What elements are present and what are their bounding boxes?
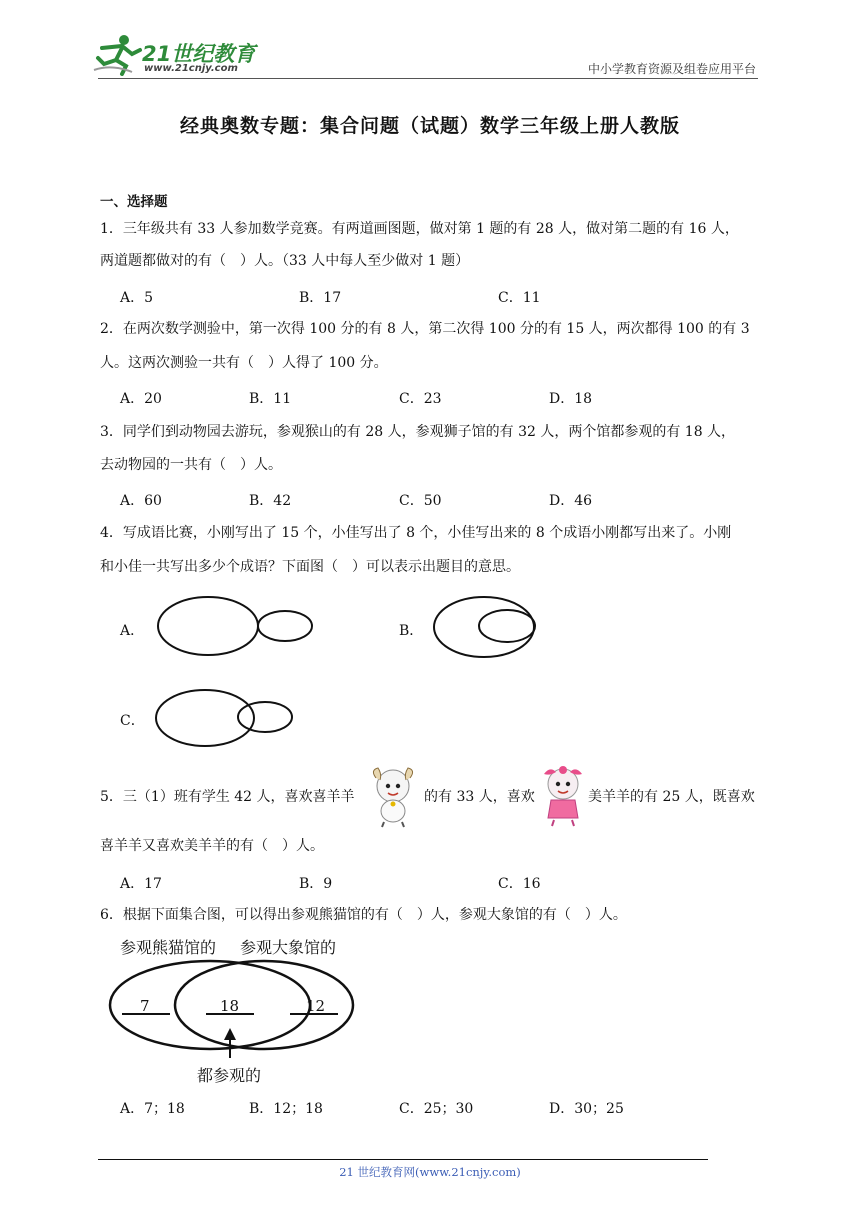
- option-d[interactable]: D．18: [549, 391, 593, 407]
- option-c[interactable]: C．25；30: [399, 1101, 474, 1117]
- option-b[interactable]: B．9: [299, 876, 333, 892]
- question-text: 两道题都做对的有（ ）人。（33 人中每人至少做对 1 题）: [100, 253, 470, 269]
- option-d[interactable]: D．46: [549, 493, 593, 509]
- venn-bottom-label: 都参观的: [197, 1066, 262, 1085]
- option-b[interactable]: B．42: [249, 493, 292, 509]
- option-c[interactable]: C．: [120, 713, 145, 729]
- section-heading: 一、选择题: [100, 194, 168, 210]
- venn-option-b-diagram: [428, 592, 548, 662]
- runner-logo-icon: [92, 34, 144, 76]
- meiyangyang-icon: [536, 764, 590, 828]
- question-text: 2．在两次数学测验中，第一次得 100 分的有 8 人，第二次得 100 分的有 15 人，两次都得 100 的有 3: [100, 321, 750, 337]
- option-b[interactable]: B．12；18: [249, 1101, 323, 1117]
- question-text: 和小佳一共写出多少个成语？下面图（ ）可以表示出题目的意思。: [100, 559, 520, 575]
- logo: [92, 34, 262, 78]
- option-a[interactable]: A．: [120, 623, 145, 639]
- venn-option-c-diagram: [150, 684, 300, 754]
- logo-url-text: www.21cnjy.com: [144, 63, 238, 74]
- question-text: 6．根据下面集合图，可以得出参观熊猫馆的有（ ）人，参观大象馆的有（ ）人。: [100, 907, 627, 923]
- option-b[interactable]: B．: [399, 623, 424, 639]
- footer-text[interactable]: 21 世纪教育网(www.21cnjy.com): [339, 1165, 521, 1179]
- header-divider: [98, 78, 758, 79]
- venn-label-left: 参观熊猫馆的: [120, 938, 217, 957]
- question-text: 1．三年级共有 33 人参加数学竞赛。有两道画图题，做对第 1 题的有 28 人，做对第二题的有 16 人，: [100, 221, 739, 237]
- option-a[interactable]: A．17: [120, 876, 162, 892]
- venn-label-right: 参观大象馆的: [240, 938, 337, 957]
- option-c[interactable]: C．50: [399, 493, 442, 509]
- option-a[interactable]: A．60: [120, 493, 162, 509]
- option-a[interactable]: A．5: [120, 290, 154, 306]
- venn-left-value: 7: [140, 997, 150, 1015]
- question-text: 的有 33 人，喜欢: [424, 789, 535, 805]
- page-title: 经典奥数专题：集合问题（试题）数学三年级上册人教版: [179, 115, 680, 137]
- venn-option-a-diagram: [150, 592, 320, 662]
- venn-middle-value: 18: [220, 997, 240, 1015]
- option-b[interactable]: B．17: [299, 290, 342, 306]
- option-c[interactable]: C．23: [399, 391, 442, 407]
- option-c[interactable]: C．11: [498, 290, 541, 306]
- xiyangyang-icon: [366, 766, 420, 828]
- venn-right-value: 12: [306, 997, 326, 1015]
- option-b[interactable]: B．11: [249, 391, 292, 407]
- logo-main-text: 21世纪教育: [142, 42, 256, 66]
- question-text: 5．三（1）班有学生 42 人，喜欢喜羊羊: [100, 789, 355, 805]
- question-text: 3．同学们到动物园去游玩，参观猴山的有 28 人，参观狮子馆的有 32 人，两个馆都参观的有 18 人，: [100, 424, 736, 440]
- question-text: 美羊羊的有 25 人，既喜欢: [588, 789, 755, 805]
- question-text: 喜羊羊又喜欢美羊羊的有（ ）人。: [100, 838, 324, 854]
- option-a[interactable]: A．7；18: [120, 1101, 185, 1117]
- question-text: 去动物园的一共有（ ）人。: [100, 457, 282, 473]
- option-c[interactable]: C．16: [498, 876, 541, 892]
- option-a[interactable]: A．20: [120, 391, 162, 407]
- question-text: 4．写成语比赛，小刚写出了 15 个，小佳写出了 8 个，小佳写出来的 8 个成语小刚都写出来了。小刚: [100, 525, 732, 541]
- option-d[interactable]: D．30；25: [549, 1101, 624, 1117]
- footer-divider: [98, 1159, 708, 1160]
- question-text: 人。这两次测验一共有（ ）人得了 100 分。: [100, 355, 388, 371]
- header-platform-text: 中小学教育资源及组卷应用平台: [587, 62, 756, 76]
